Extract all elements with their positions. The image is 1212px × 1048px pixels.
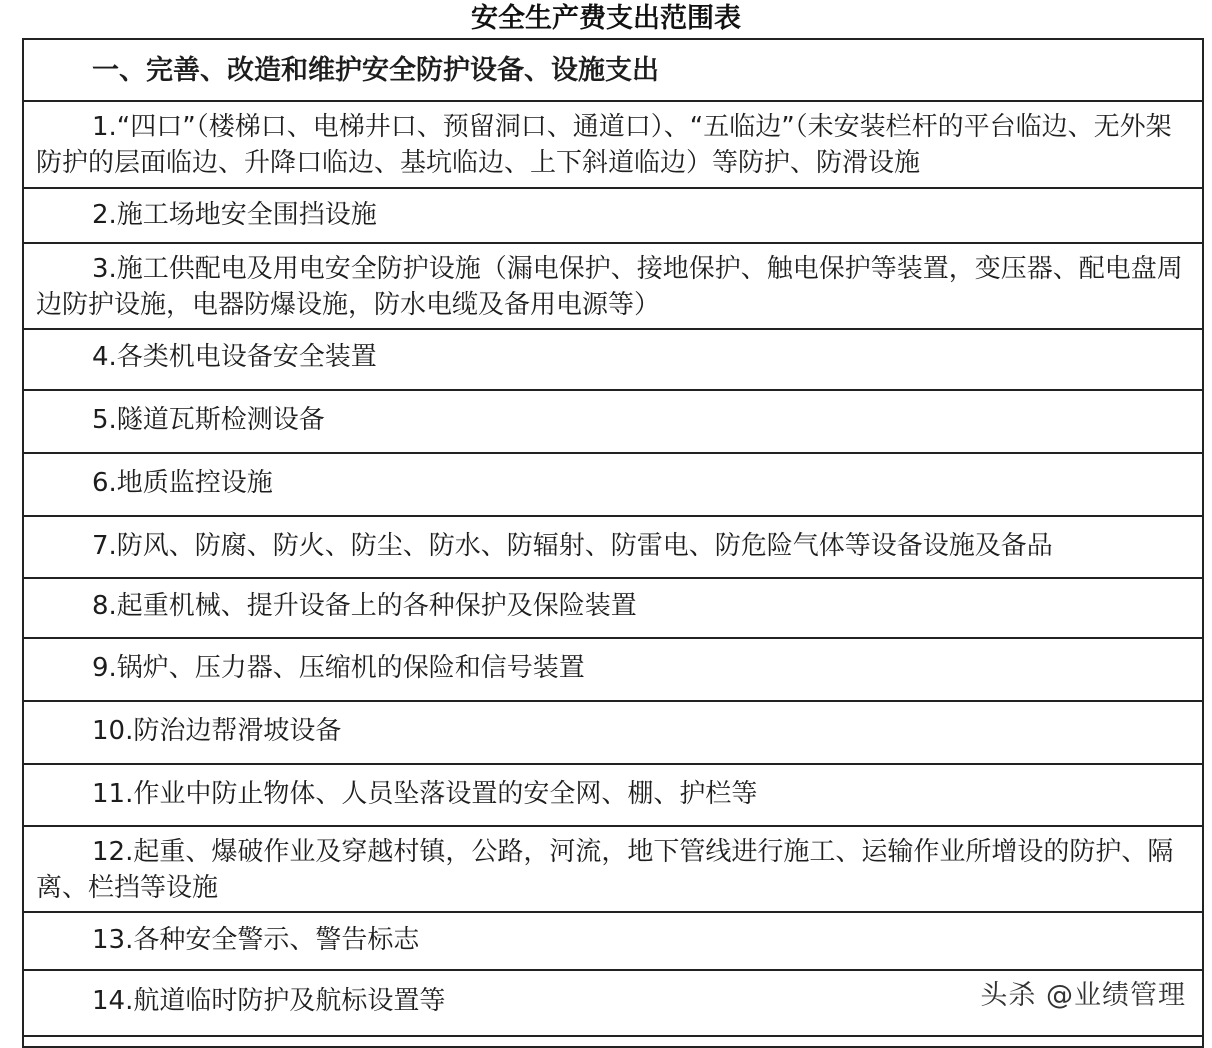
item-text: 8.起重机械、提升设备上的各种保护及保险装置 bbox=[92, 591, 637, 621]
table-row bbox=[24, 189, 1202, 244]
section-heading: 一、完善、改造和维护安全防护设备、设施支出 bbox=[92, 55, 659, 86]
table-row bbox=[24, 330, 1202, 391]
item-text: 12.起重、爆破作业及穿越村镇，公路，河流，地下管线进行施工、运输作业所增设的防护、隔离、栏挡等设施 bbox=[36, 837, 1174, 903]
item-text: 9.锅炉、压力器、压缩机的保险和信号装置 bbox=[92, 653, 585, 683]
item-text: 3.施工供配电及用电安全防护设施（漏电保护、接地保护、触电保护等装置，变压器、配电盘周边防护设施，电器防爆设施，防水电缆及备用电源等） bbox=[36, 254, 1183, 320]
section-header-row bbox=[24, 40, 1202, 102]
item-text: 10.防治边帮滑坡设备 bbox=[92, 716, 342, 746]
item-text: 4.各类机电设备安全装置 bbox=[92, 342, 377, 372]
item-text: 1.“四口”（楼梯口、电梯井口、预留洞口、通道口）、“五临边”（未安装栏杆的平台临边、无外架防护的层面临边、升降口临边、基坑临边、上下斜道临边）等防护、防滑设施 bbox=[36, 112, 1172, 178]
table-row bbox=[24, 702, 1202, 765]
table-row bbox=[24, 827, 1202, 913]
table-row bbox=[24, 579, 1202, 639]
item-text: 11.作业中防止物体、人员坠落设置的安全网、棚、护栏等 bbox=[92, 779, 758, 809]
table-row bbox=[24, 517, 1202, 579]
table-row bbox=[24, 765, 1202, 827]
item-text: 2.施工场地安全围挡设施 bbox=[92, 200, 377, 230]
item-text: 14.航道临时防护及航标设置等 bbox=[92, 986, 446, 1016]
watermark-text: 头杀 @业绩管理 bbox=[980, 980, 1186, 1011]
item-text: 13.各种安全警示、警告标志 bbox=[92, 925, 420, 955]
table-row bbox=[24, 454, 1202, 517]
page-title: 安全生产费支出范围表 bbox=[471, 3, 741, 34]
item-text: 5.隧道瓦斯检测设备 bbox=[92, 405, 325, 435]
table-row bbox=[24, 639, 1202, 702]
item-text: 7.防风、防腐、防火、防尘、防水、防辐射、防雷电、防危险气体等设备设施及备品 bbox=[92, 531, 1053, 561]
table-row bbox=[24, 102, 1202, 189]
expense-scope-table bbox=[22, 38, 1204, 1048]
item-text: 6.地质监控设施 bbox=[92, 468, 273, 498]
table-row bbox=[24, 244, 1202, 330]
table-row bbox=[24, 391, 1202, 454]
table-row bbox=[24, 913, 1202, 971]
